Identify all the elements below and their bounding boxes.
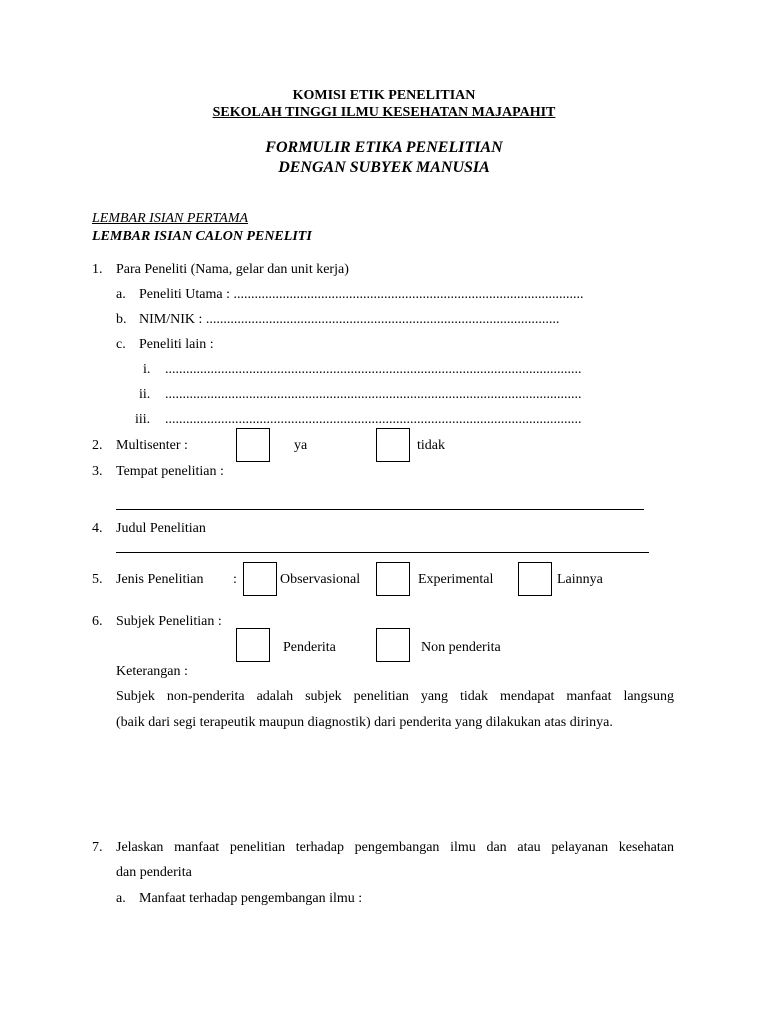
sheet-label-candidate: LEMBAR ISIAN CALON PENELITI [92, 229, 312, 244]
q2-tidak-label: tidak [417, 438, 445, 453]
q3-label: Tempat penelitian : [116, 464, 224, 479]
q6-non-penderita-checkbox[interactable] [376, 628, 410, 662]
q2-label: Multisenter : [116, 438, 188, 453]
q2-tidak-checkbox[interactable] [376, 428, 410, 462]
q7-question-line2: dan penderita [116, 865, 192, 880]
q1c-line-i[interactable]: ....................................................................................................................... [165, 362, 582, 377]
q6-note-line1: Subjek non-penderita adalah subjek penelitian yang tidak mendapat manfaat langsung [116, 689, 674, 704]
q7a-marker: a. [116, 891, 126, 906]
q5-lainnya-checkbox[interactable] [518, 562, 552, 596]
q6-penderita-label: Penderita [283, 640, 336, 655]
q5-label: Jenis Penelitian [116, 572, 204, 587]
q6-note-label: Keterangan : [116, 664, 188, 679]
q4-label: Judul Penelitian [116, 521, 206, 536]
q2-ya-checkbox[interactable] [236, 428, 270, 462]
q1-label: Para Peneliti (Nama, gelar dan unit kerja) [116, 262, 349, 277]
q6-label: Subjek Penelitian : [116, 614, 222, 629]
q1c-roman-i: i. [143, 362, 151, 377]
q1a-main-researcher-field[interactable]: Peneliti Utama : .................................................................................................... [139, 287, 584, 302]
q2-ya-label: ya [294, 438, 308, 453]
q6-number: 6. [92, 614, 103, 629]
q1c-roman-ii: ii. [139, 387, 151, 402]
q7-number: 7. [92, 840, 103, 855]
institution-name: SEKOLAH TINGGI ILMU KESEHATAN MAJAPAHIT [212, 105, 556, 120]
q7a-science-benefit-label: Manfaat terhadap pengembangan ilmu : [139, 891, 363, 906]
q2-number: 2. [92, 438, 103, 453]
q1c-roman-iii: iii. [135, 412, 151, 427]
q7-question-line1: Jelaskan manfaat penelitian terhadap pengembangan ilmu dan atau pelayanan kesehatan [116, 840, 674, 855]
q6-penderita-checkbox[interactable] [236, 628, 270, 662]
q1b-marker: b. [116, 312, 127, 327]
form-title-line1: FORMULIR ETIKA PENELITIAN [265, 139, 503, 156]
q5-observasional-label: Observasional [280, 572, 361, 587]
q5-number: 5. [92, 572, 103, 587]
q1-number: 1. [92, 262, 103, 277]
q1c-line-ii[interactable]: ....................................................................................................................... [165, 387, 582, 402]
q5-experimental-checkbox[interactable] [376, 562, 410, 596]
q1c-line-iii[interactable]: ....................................................................................................................... [165, 412, 582, 427]
q4-number: 4. [92, 521, 103, 536]
q5-observasional-checkbox[interactable] [243, 562, 277, 596]
q5-experimental-label: Experimental [418, 572, 494, 587]
q4-answer-line[interactable] [116, 552, 649, 553]
q1b-nim-nik-field[interactable]: NIM/NIK : ..................................................................................................... [139, 312, 560, 327]
q6-non-penderita-label: Non penderita [421, 640, 501, 655]
q1c-marker: c. [116, 337, 126, 352]
committee-name: KOMISI ETIK PENELITIAN [292, 88, 476, 103]
sheet-label-first: LEMBAR ISIAN PERTAMA [92, 211, 249, 226]
form-title-line2: DENGAN SUBYEK MANUSIA [278, 159, 490, 176]
q6-note-line2: (baik dari segi terapeutik maupun diagnostik) dari penderita yang dilakukan atas dirinya. [116, 715, 613, 730]
q3-number: 3. [92, 464, 103, 479]
q5-colon: : [233, 572, 237, 587]
q5-lainnya-label: Lainnya [557, 572, 603, 587]
q3-answer-line[interactable] [116, 509, 644, 510]
q1c-other-researchers-label: Peneliti lain : [139, 337, 214, 352]
q1a-marker: a. [116, 287, 126, 302]
